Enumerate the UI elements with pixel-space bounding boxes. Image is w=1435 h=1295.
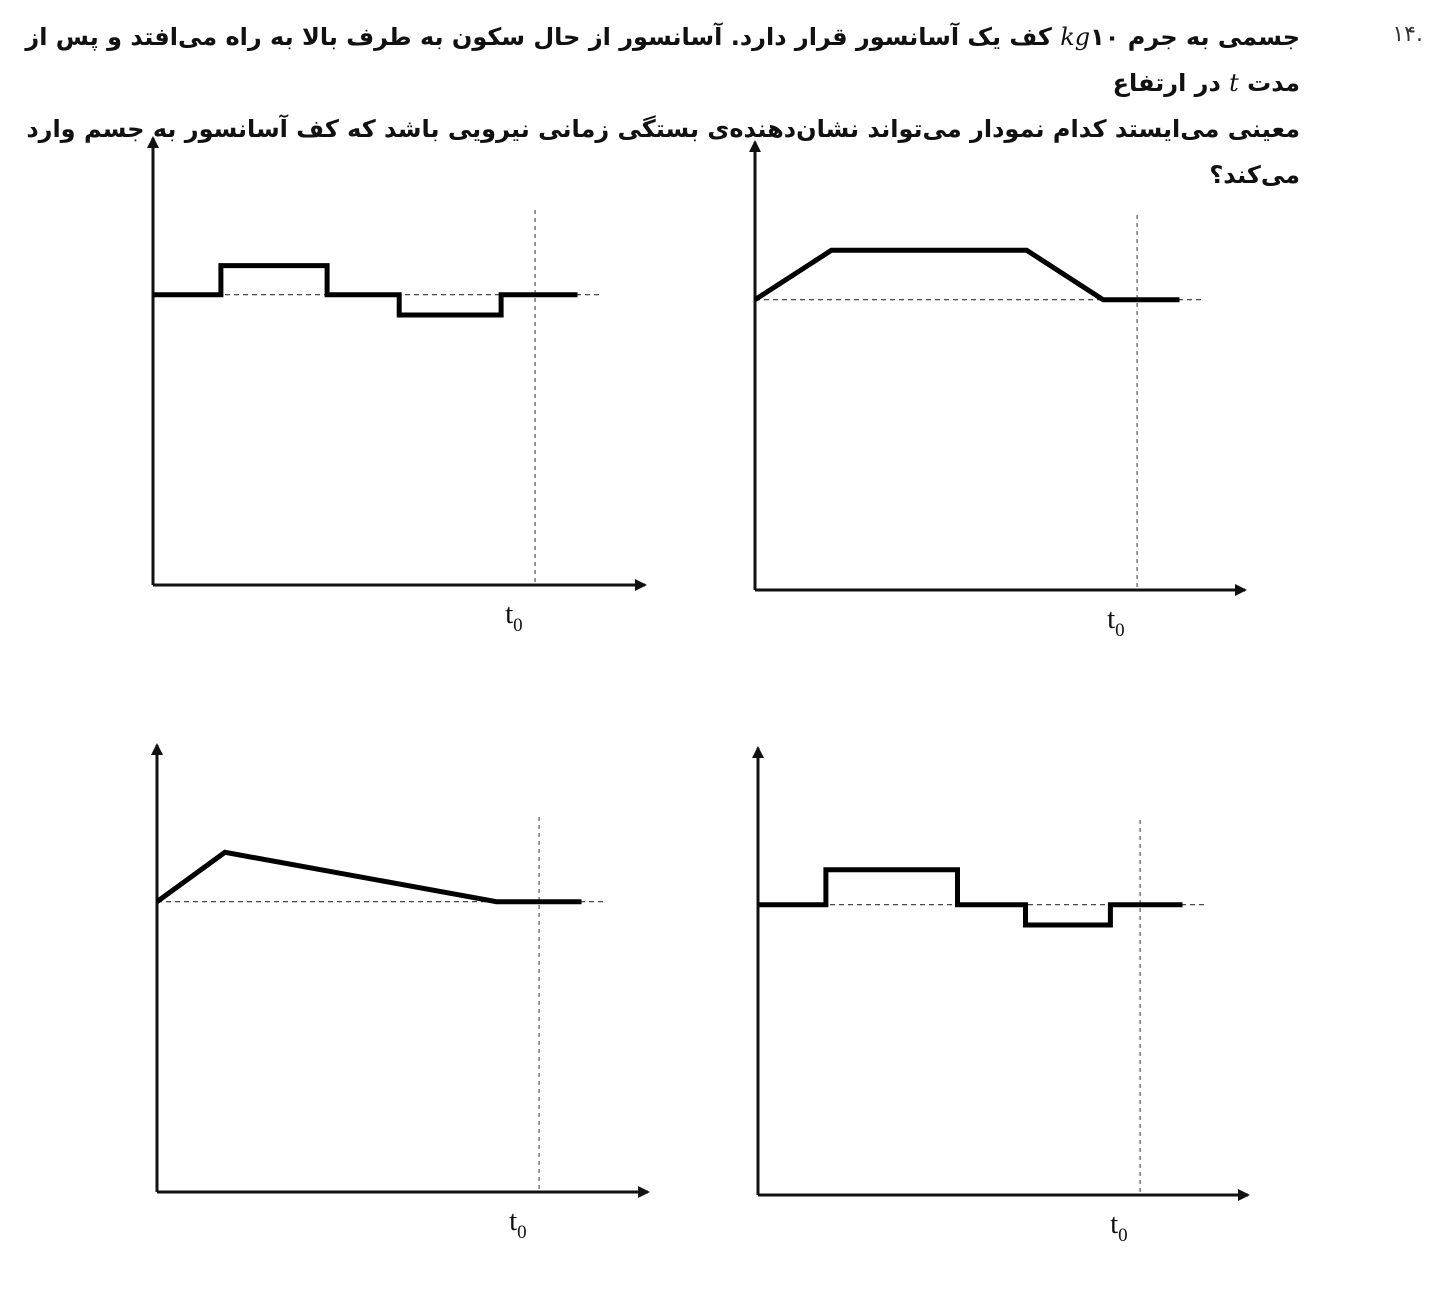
chart-be — [153, 138, 645, 636]
mass-unit: kg — [1060, 23, 1091, 51]
t0-label: $t_0$ — [1107, 603, 1125, 641]
question-line1-after: در ارتفاع — [1112, 69, 1230, 97]
question-number: ۱۴. — [1392, 22, 1423, 47]
t0-label: $t_0$ — [1110, 1208, 1128, 1246]
force-series-line — [153, 266, 578, 315]
chart-dal — [157, 745, 648, 1243]
t0-label: $t_0$ — [505, 598, 523, 636]
mass-value: ۱۰ — [1090, 23, 1120, 51]
time-variable: t — [1229, 69, 1239, 97]
question-line-2: معینی می‌ایستد کدام نمودار می‌تواند نشان‌دهنده‌ی بستگی زمانی نیرویی باشد که کف آسانسور به جسم وارد می‌کند؟ — [26, 115, 1300, 189]
force-series-line — [157, 852, 582, 901]
chart-jim — [758, 748, 1248, 1246]
chart-alef — [755, 142, 1245, 641]
force-series-line — [758, 870, 1183, 925]
question-line1-before: جسمی به جرم — [1119, 23, 1300, 51]
question-line1-mid: کف یک آسانسور قرار دارد. آسانسور از حال سکون به طرف بالا به راه می‌افتد و پس از مدت — [25, 23, 1300, 97]
force-series-line — [755, 250, 1180, 299]
t0-label: $t_0$ — [509, 1205, 527, 1243]
